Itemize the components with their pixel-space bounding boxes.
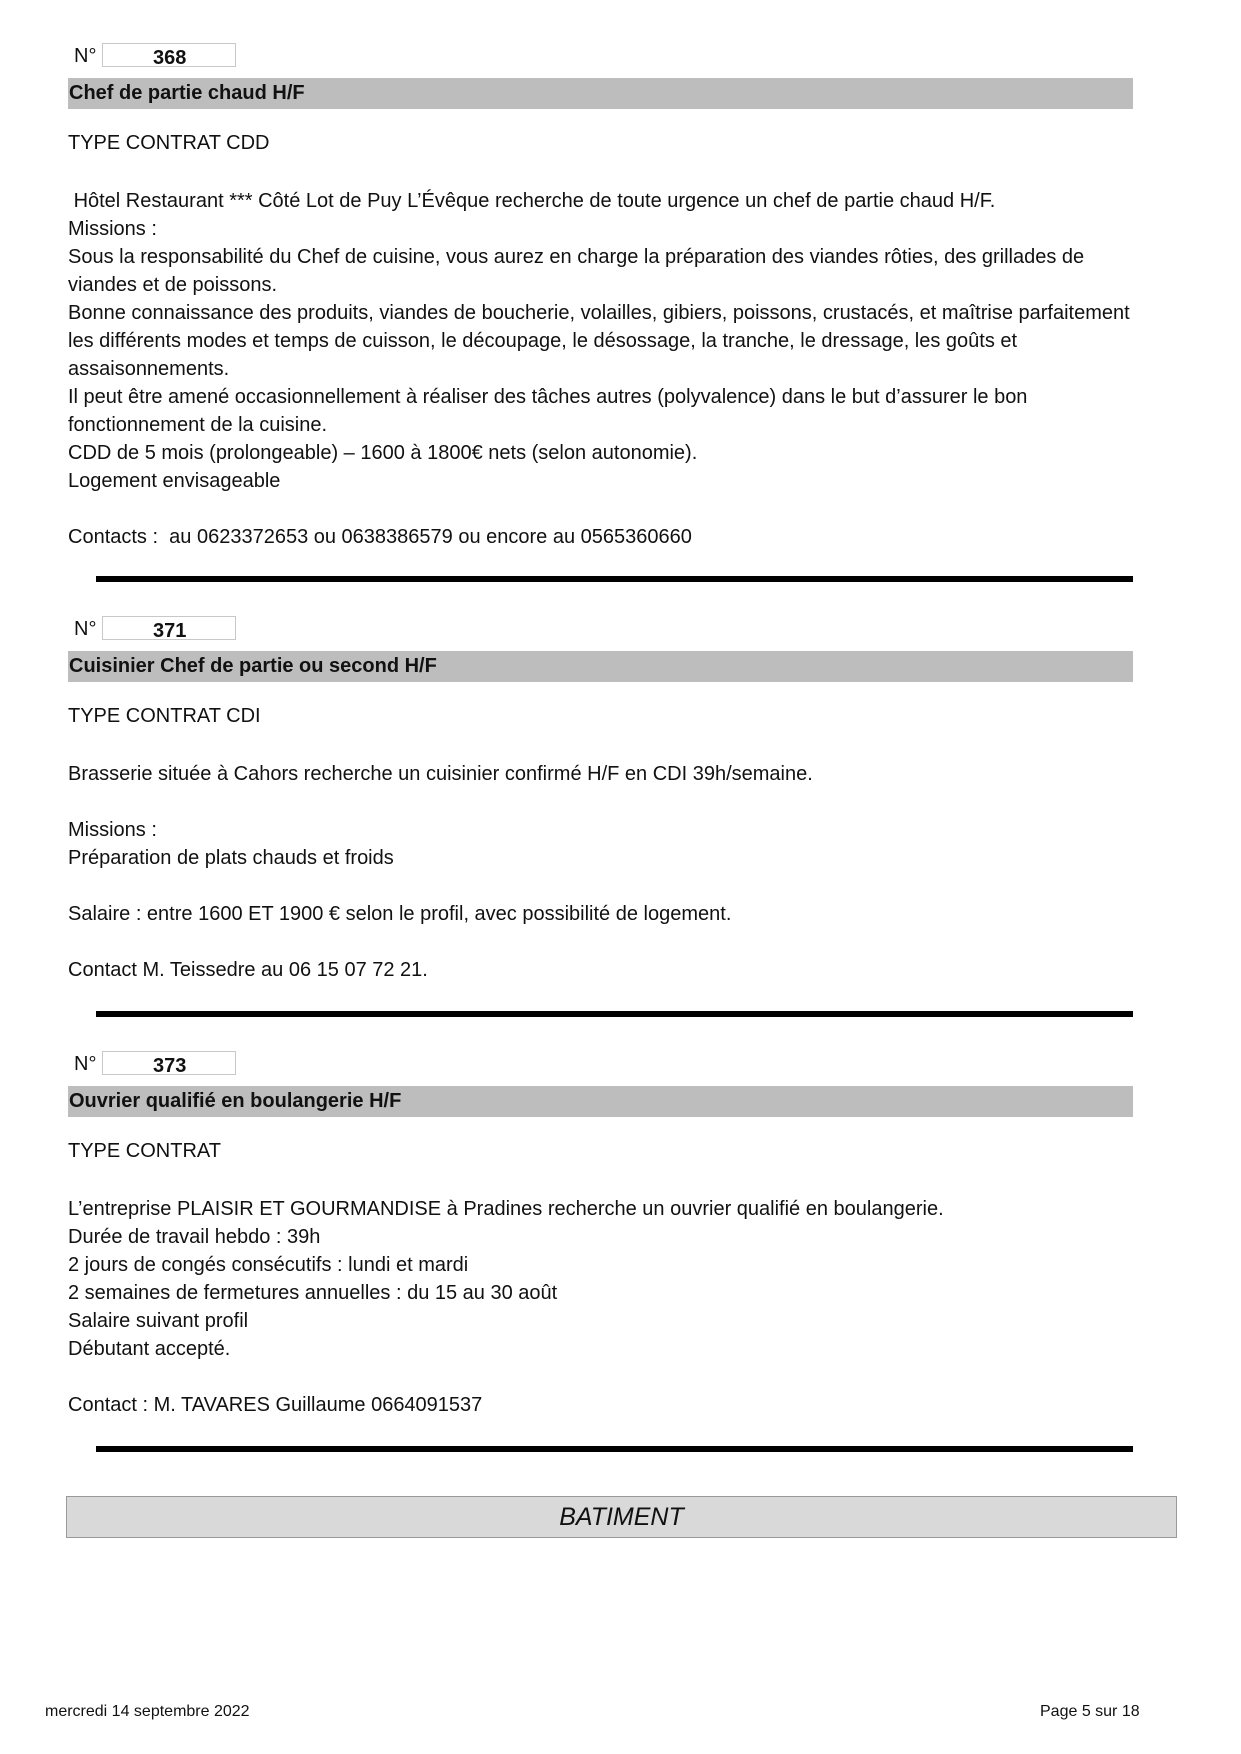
offer-number-row bbox=[68, 1051, 1133, 1077]
separator-line bbox=[96, 1011, 1133, 1017]
contract-type: TYPE CONTRAT CDD bbox=[68, 132, 270, 154]
footer-page-number: Page 5 sur 18 bbox=[1040, 1703, 1140, 1720]
offer-description: Brasserie située à Cahors recherche un cuisinier confirmé H/F en CDI 39h/semaine. Missions : Préparation de plats chauds et froids Salaire : entre 1600 ET 1900 € selon le profil, avec possibilité de logement. Contact M. Teissedre au 06 15 07 72 21. bbox=[68, 763, 813, 981]
offer-description: Hôtel Restaurant *** Côté Lot de Puy L’Évêque recherche de toute urgence un chef de partie chaud H/F. Missions : Sous la responsabilité du Chef de cuisine, vous aurez en charge la préparation des viandes rôties, des grillades de viandes et de poissons. Bonne connaissance des produits, viandes de boucherie, volailles, gibiers, poissons, crustacés, et maîtrise parfaitement les différents modes et temps de cuisson, le découpage, le désossage, la tranche, le dressage, les goûts et assaisonnements. Il peut être amené occasionnellement à réaliser des tâches autres (polyvalence) dans le but d’assurer le bon fonctionnement de la cuisine. CDD de 5 mois (prolongeable) – 1600 à 1800€ nets (selon autonomie). Logement envisageable Contacts : au 0623372653 ou 0638386579 ou encore au 0565360660 bbox=[68, 190, 1130, 548]
number-label: N° bbox=[74, 618, 97, 640]
job-offer bbox=[68, 616, 1133, 981]
offer-number-row bbox=[68, 43, 1133, 69]
offer-number: 371 bbox=[102, 616, 236, 640]
offer-number: 373 bbox=[102, 1051, 236, 1075]
offer-title: Cuisinier Chef de partie ou second H/F bbox=[68, 651, 1133, 682]
offer-number-row bbox=[68, 616, 1133, 642]
separator-line bbox=[96, 1446, 1133, 1452]
job-offer bbox=[68, 1051, 1133, 1416]
contract-type: TYPE CONTRAT bbox=[68, 1140, 221, 1162]
number-label: N° bbox=[74, 1053, 97, 1075]
offer-description: L’entreprise PLAISIR ET GOURMANDISE à Pradines recherche un ouvrier qualifié en boulangerie. Durée de travail hebdo : 39h 2 jours de congés consécutifs : lundi et mardi 2 semaines de fermetures annuelles : du 15 au 30 août Salaire suivant profil Débutant accepté. Contact : M. TAVARES Guillaume 0664091537 bbox=[68, 1198, 944, 1416]
separator-line bbox=[96, 576, 1133, 582]
section-heading: BATIMENT bbox=[66, 1496, 1177, 1538]
footer-date: mercredi 14 septembre 2022 bbox=[45, 1703, 250, 1720]
offer-title: Ouvrier qualifié en boulangerie H/F bbox=[68, 1086, 1133, 1117]
contract-type: TYPE CONTRAT CDI bbox=[68, 705, 261, 727]
offer-number: 368 bbox=[102, 43, 236, 67]
offer-title: Chef de partie chaud H/F bbox=[68, 78, 1133, 109]
number-label: N° bbox=[74, 45, 97, 67]
job-offer bbox=[68, 43, 1133, 548]
